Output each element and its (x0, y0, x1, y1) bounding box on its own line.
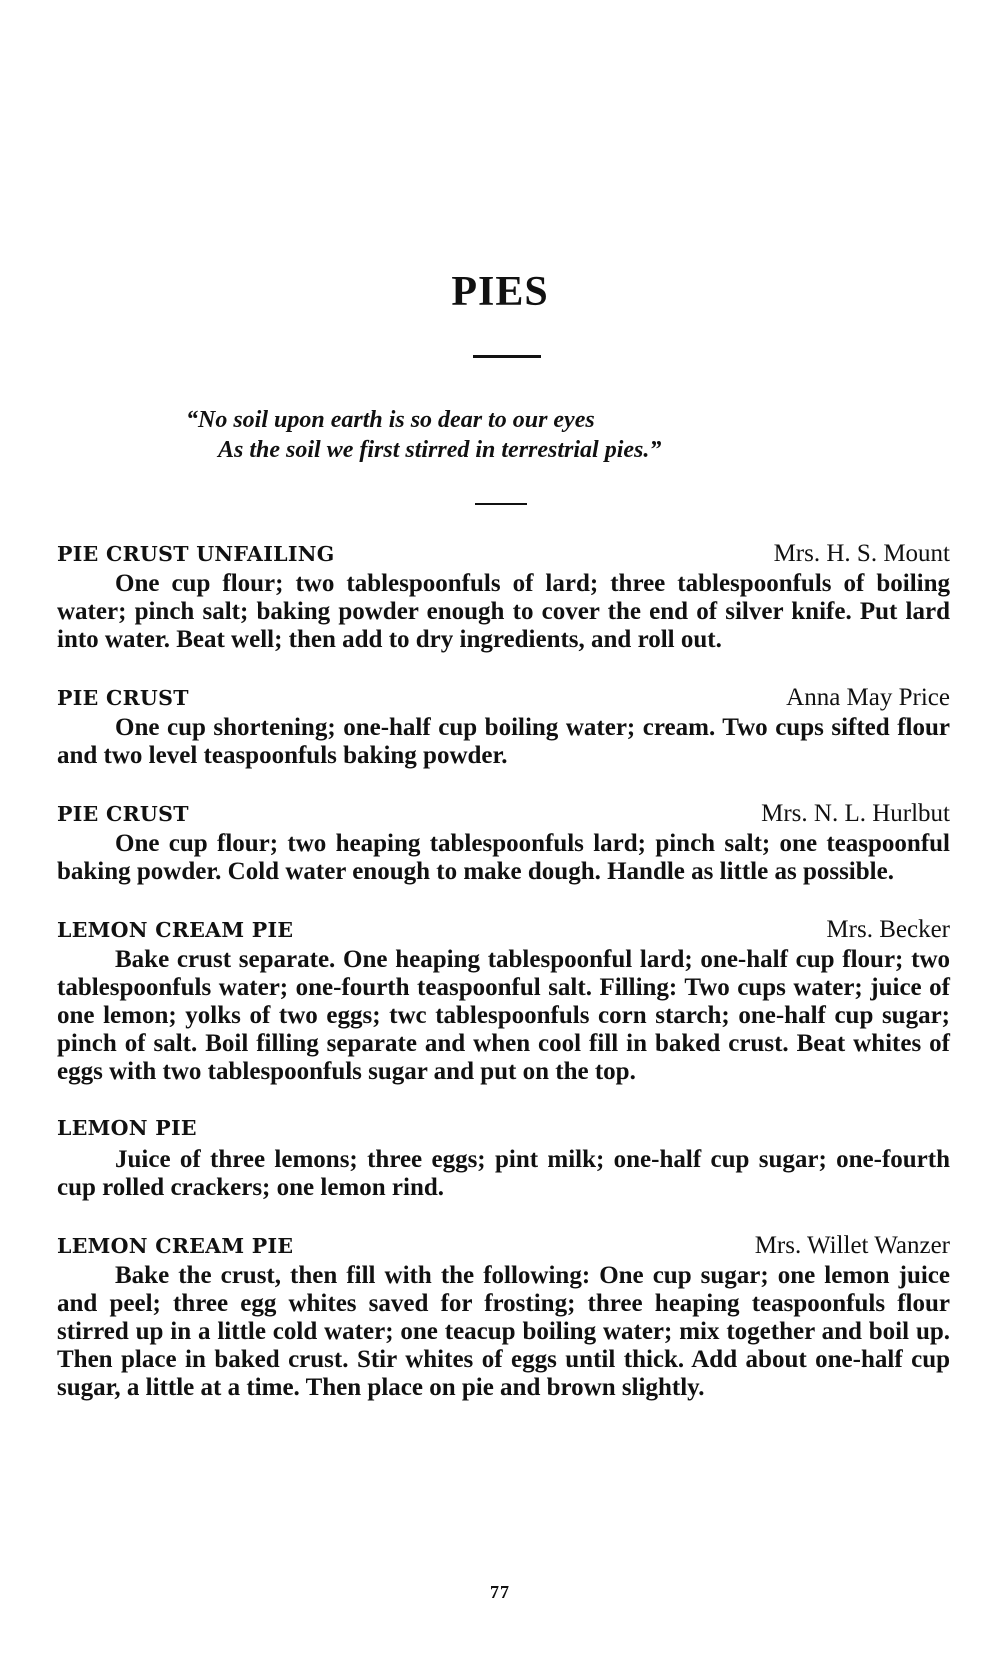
recipe (57, 1116, 950, 1202)
recipe-body: Bake the crust, then fill with the following: One cup sugar; one lemon juice and peel; three egg whites saved for frosting; three heaping teaspoonfuls flour stirred up in a little cold water; one teacup boiling water; mix together and boil up. Then place in baked crust. Stir whites of eggs until thick. Add about one-half cup sugar, a little at a time. Then place on pie and brown slightly. (57, 1262, 950, 1401)
recipe-body: One cup flour; two tablespoonfuls of lard; three tablespoonfuls of boiling water; pinch salt; baking powder enough to cover the end of silver knife. Put lard into water. Beat well; then add to dry ingredients, and roll out. (57, 570, 950, 653)
recipe-title: LEMON PIE (57, 1116, 197, 1140)
recipe-header (57, 800, 950, 830)
recipe-body: Bake crust separate. One heaping tablespoonful lard; one-half cup flour; two tablespoonfuls water; one-fourth teaspoonful salt. Filling: Two cups water; juice of one lemon; yolks of two eggs; twc tablespoonfuls corn starch; one-half cup sugar; pinch of salt. Boil filling separate and when cool fill in baked crust. Beat whites of eggs with two tablespoonfuls sugar and put on the top. (57, 946, 950, 1085)
recipe-title: PIE CRUST (57, 802, 189, 826)
recipe-body: Juice of three lemons; three eggs; pint milk; one-half cup sugar; one-fourth cup rolled crackers; one lemon rind. (57, 1146, 950, 1201)
recipe (57, 800, 950, 886)
recipe-list (57, 540, 950, 1432)
title-divider (473, 355, 541, 358)
recipe-body: One cup shortening; one-half cup boiling water; cream. Two cups sifted flour and two level teaspoonfuls baking powder. (57, 714, 950, 769)
recipe-title: LEMON CREAM PIE (57, 918, 294, 942)
epigraph-line: “No soil upon earth is so dear to our eyes (186, 407, 595, 433)
epigraph-line: As the soil we first stirred in terrestrial pies.” (218, 437, 662, 463)
recipe (57, 540, 950, 654)
page-number: 77 (490, 1582, 510, 1602)
recipe (57, 916, 950, 1086)
recipe-title: LEMON CREAM PIE (57, 1234, 294, 1258)
recipe-header (57, 1232, 950, 1262)
recipe-header (57, 1116, 950, 1146)
recipe-title: PIE CRUST UNFAILING (57, 542, 335, 566)
recipe-author: Mrs. H. S. Mount (773, 540, 950, 567)
recipe-header (57, 684, 950, 714)
recipe-author: Mrs. Willet Wanzer (754, 1232, 950, 1259)
epigraph-divider (475, 503, 527, 505)
page-title: PIES (451, 269, 549, 315)
recipe (57, 684, 950, 770)
recipe-author: Anna May Price (786, 684, 950, 711)
recipe-header (57, 540, 950, 570)
recipe (57, 1232, 950, 1402)
recipe-author: Mrs. N. L. Hurlbut (761, 800, 950, 827)
recipe-header (57, 916, 950, 946)
recipe-author: Mrs. Becker (826, 916, 950, 943)
recipe-body: One cup flour; two heaping tablespoonfuls lard; pinch salt; one teaspoonful baking powder. Cold water enough to make dough. Handle as little as possible. (57, 830, 950, 885)
recipe-title: PIE CRUST (57, 686, 189, 710)
